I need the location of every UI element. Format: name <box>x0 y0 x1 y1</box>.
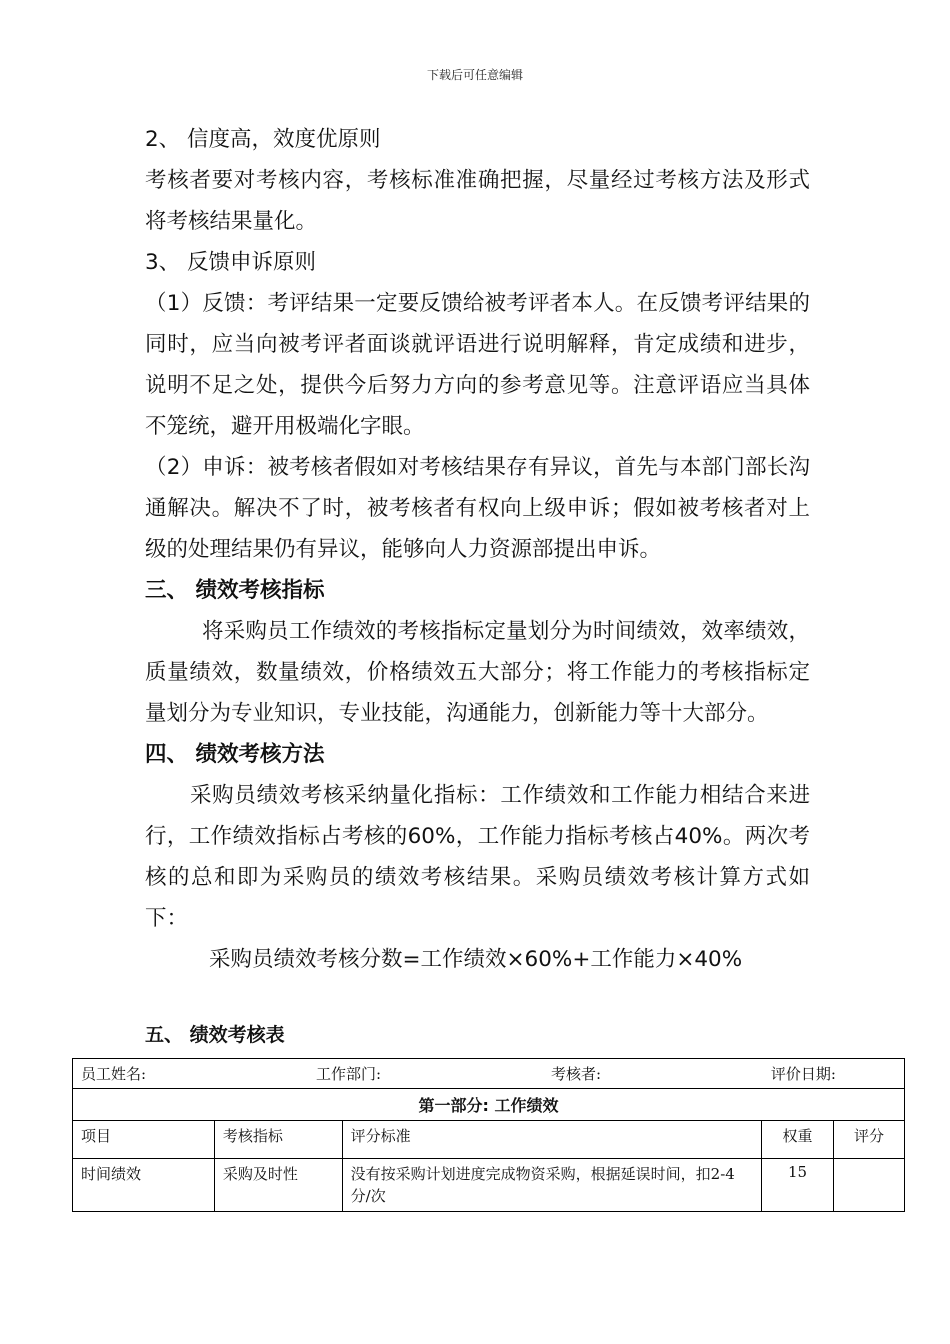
paragraph: 考核者要对考核内容，考核标准准确把握，尽量经过考核方法及形式将考核结果量化。 <box>145 168 810 234</box>
employee-name-label: 员工姓名: <box>81 1065 147 1083</box>
paragraph: 2、 信度高，效度优原则 <box>145 127 381 152</box>
paragraph: 将采购员工作绩效的考核指标定量划分为时间绩效，效率绩效，质量绩效，数量绩效，价格绩效五大部分；将工作能力的考核指标定量划分为专业知识，专业技能，沟通能力，创新能力等十大部分。 <box>145 619 810 726</box>
section-heading-table: 五、 绩效考核表 <box>145 1024 285 1046</box>
paragraph: （2）申诉：被考核者假如对考核结果存有异议，首先与本部门部长沟通解决。解决不了时，被考核者有权向上级申诉；假如被考核者对上级的处理结果仍有异议，能够向人力资源部提出申诉。 <box>145 455 810 562</box>
header-cell: 权重 <box>762 1121 834 1159</box>
document-body <box>145 119 810 980</box>
header-cell: 项目 <box>73 1121 215 1159</box>
section-title-row <box>73 1089 905 1121</box>
header-cell: 评分标准 <box>342 1121 761 1159</box>
formula: 采购员绩效考核分数=工作绩效×60%+工作能力×40% <box>209 947 743 972</box>
section-title: 第一部分: 工作绩效 <box>73 1089 905 1121</box>
cell-criteria: 没有按采购计划进度完成物资采购，根据延误时间，扣2-4分/次 <box>342 1159 761 1212</box>
header-cell: 评分 <box>834 1121 905 1159</box>
section-heading: 三、 绩效考核指标 <box>145 578 325 603</box>
paragraph: 3、 反馈申诉原则 <box>145 250 317 275</box>
evaluation-table <box>72 1058 905 1212</box>
table-row <box>73 1159 905 1212</box>
section-heading: 四、 绩效考核方法 <box>145 742 325 767</box>
assessor-label: 考核者: <box>550 1065 601 1083</box>
cell-weight: 15 <box>762 1159 834 1212</box>
info-row <box>73 1059 905 1089</box>
cell-indicator: 采购及时性 <box>214 1159 342 1212</box>
header-cell: 考核指标 <box>214 1121 342 1159</box>
paragraph: 采购员绩效考核采纳量化指标：工作绩效和工作能力相结合来进行，工作绩效指标占考核的60%，工作能力指标考核占40%。两次考核的总和即为采购员的绩效考核结果。采购员绩效考核计算方式如下： <box>145 783 810 931</box>
department-label: 工作部门: <box>315 1065 382 1083</box>
cell-item: 时间绩效 <box>73 1159 215 1212</box>
evaluation-date-label: 评价日期: <box>770 1065 836 1083</box>
cell-score[interactable] <box>834 1159 905 1212</box>
header-row <box>73 1121 905 1159</box>
paragraph: （1）反馈：考评结果一定要反馈给被考评者本人。在反馈考评结果的同时，应当向被考评者面谈就评语进行说明解释，肯定成绩和进步，说明不足之处，提供今后努力方向的参考意见等。注意评语应当具体不笼统，避开用极端化字眼。 <box>145 291 810 439</box>
page-header: 下载后可任意编辑 <box>426 68 523 82</box>
